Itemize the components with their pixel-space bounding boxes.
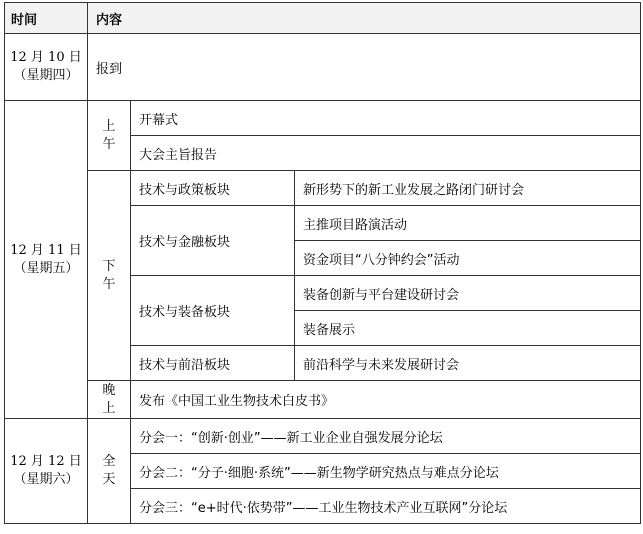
- date-text: 12 月 10 日: [10, 50, 82, 65]
- table-row: [5, 101, 641, 136]
- header-row: [5, 3, 641, 34]
- block-name: 技术与金融板块: [131, 206, 295, 276]
- agenda-item: 大会主旨报告: [131, 136, 641, 171]
- date-cell: [5, 419, 88, 524]
- schedule-table: [4, 2, 641, 524]
- date-cell: [5, 101, 88, 419]
- block-name: 技术与装备板块: [131, 276, 295, 346]
- weekday-text: （星期五）: [13, 260, 79, 276]
- header-content: 内容: [88, 3, 641, 34]
- block-event: 资金项目“八分钟约会”活动: [295, 241, 641, 276]
- segment-allday: 全 天: [88, 419, 131, 524]
- table-row: [5, 381, 641, 419]
- segment-morning: 上 午: [88, 101, 131, 171]
- header-time: 时间: [5, 3, 88, 34]
- agenda-item: 分会一：“创新·创业”——新工业企业自强发展分论坛: [131, 419, 641, 454]
- agenda-item: 发布《中国工业生物技术白皮书》: [131, 381, 641, 419]
- block-event: 装备创新与平台建设研讨会: [295, 276, 641, 311]
- table-row: [5, 171, 641, 206]
- table-row: [5, 419, 641, 454]
- agenda-item: 分会二：“分子·细胞·系统”——新生物学研究热点与难点分论坛: [131, 454, 641, 489]
- table-row: [5, 34, 641, 101]
- date-text: 12 月 11 日: [10, 242, 82, 258]
- agenda-item: 分会三：“e+时代·依势带”——工业生物技术产业互联网”分论坛: [131, 489, 641, 524]
- block-event: 新形势下的新工业发展之路闭门研讨会: [295, 171, 641, 206]
- date-cell: [5, 34, 88, 101]
- content-cell: 报到: [88, 34, 641, 101]
- block-event: 装备展示: [295, 311, 641, 346]
- segment-evening: 晚 上: [88, 381, 131, 419]
- block-name: 技术与前沿板块: [131, 346, 295, 381]
- block-event: 主推项目路演活动: [295, 206, 641, 241]
- date-text: 12 月 12 日: [10, 454, 82, 469]
- block-event: 前沿科学与未来发展研讨会: [295, 346, 641, 381]
- weekday-text: （星期六）: [13, 472, 79, 487]
- block-name: 技术与政策板块: [131, 171, 295, 206]
- agenda-item: 开幕式: [131, 101, 641, 136]
- weekday-text: （星期四）: [13, 68, 79, 83]
- segment-afternoon: 下 午: [88, 171, 131, 381]
